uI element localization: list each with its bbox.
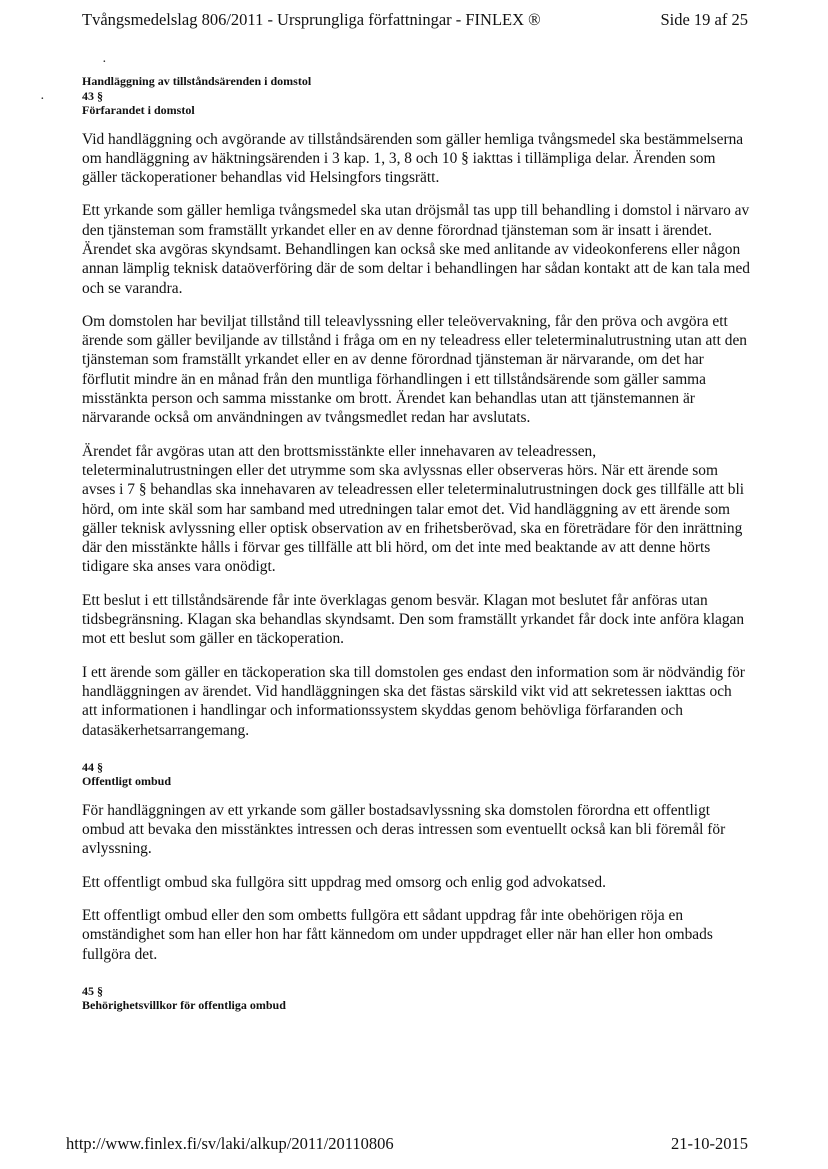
section-title: Offentligt ombud [82, 774, 172, 789]
paragraph: Om domstolen har beviljat tillstånd till teleavlyssning eller teleövervakning, får den pröva och avgöra ett ärende som gäller beviljande av tillstånd i fråga om en ny teleadress eller teleterminalutrustning utan att den tjänsteman som framställt yrkandet eller en av denne förordnad tjänsteman är närvarande, om det har förflutit mindre än en månad från den muntliga förhandlingen i ett tillståndsärende som gäller samma misstänkta person och samma misstanke om brott. Ärendet kan behandlas utan att tjänstemannen är närvarande också om användningen av tvångsmedlet redan har avslutats. [82, 312, 747, 427]
section-45 [82, 984, 750, 1013]
chapter-heading: Handläggning av tillståndsärenden i domstol [82, 74, 312, 88]
section-title: Behörighetsvillkor för offentliga ombud [82, 998, 286, 1013]
paragraph: Ett yrkande som gäller hemliga tvångsmedel ska utan dröjsmål tas upp till behandling i domstol i närvaro av den tjänsteman som framställt yrkandet eller en av denne förordnad tjänsteman som är insatt i ärendet. Ärendet ska avgöras skyndsamt. Behandlingen kan också ske med anlitande av videokonferens eller någon annan lämplig teknisk dataöverföring där de som deltar i behandlingen har sådan kontakt att de kan tala med och se varandra. [82, 202, 750, 297]
document-body [82, 74, 750, 1013]
section-43 [82, 74, 750, 740]
page-counter: Side 19 af 25 [660, 10, 748, 29]
paragraph: Ärendet får avgöras utan att den brottsmisstänkte eller innehavaren av teleadressen, teleterminalutrustningen eller det utrymme som ska avlyssnas eller observeras hörs. När ett ärende som avses i 7 § behandlas ska innehavaren av teleadressen eller teleterminalutrustningen dock ges tillfälle att bli hörd, om inte skäl som har samband med utredningen talar emot det. Vid handläggning av ett ärende som gäller teknisk avlyssning eller optisk observation av en frihetsberövad, ska en företrädare för den inrättning där den misstänkte hålls i förvar ges tillfälle att bli hörd, om det inte med beaktande av att denne hörts tidigare ska anses vara onödigt. [82, 442, 744, 576]
paragraph: Ett beslut i ett tillståndsärende får inte överklagas genom besvär. Klagan mot beslutet får anföras utan tidsbegränsning. Klagan ska behandlas skyndsamt. Den som framställt yrkandet får dock inte anföra klagan mot ett beslut som gäller en täckoperation. [82, 591, 745, 648]
paragraph: Ett offentligt ombud ska fullgöra sitt uppdrag med omsorg och enlig god advokatsed. [82, 873, 606, 891]
print-date: 21-10-2015 [671, 1134, 748, 1153]
section-number: 45 § [82, 983, 103, 998]
section-number: 44 § [82, 759, 103, 774]
source-url: http://www.finlex.fi/sv/laki/alkup/2011/20110806 [66, 1134, 394, 1153]
scan-mark: · [40, 92, 45, 107]
section-number: 43 § [82, 88, 103, 103]
section-title: Förfarandet i domstol [82, 103, 195, 117]
section-44 [82, 760, 750, 964]
page-footer [66, 1133, 748, 1155]
paragraph: Vid handläggning och avgörande av tillståndsärenden som gäller hemliga tvångsmedel ska bestämmelserna om handläggning av häktningsärenden i 3 kap. 1, 3, 8 och 10 § iakttas i tillämpliga delar. Ärenden som gäller täckoperationer behandlas vid Helsingfors tingsrätt. [82, 130, 744, 187]
paragraph: För handläggningen av ett yrkande som gäller bostadsavlyssning ska domstolen förordna ett offentligt ombud att bevaka den misstänktes intressen och deras intressen som eventuellt också kan bli föremål för avlyssning. [82, 801, 726, 858]
paragraph: Ett offentligt ombud eller den som ombetts fullgöra ett sådant uppdrag får inte obehörigen röja en omständighet som han eller hon har fått kännedom om under uppdraget eller när han eller hon ombads fullgöra det. [82, 907, 713, 963]
page-header [82, 8, 748, 32]
scan-mark: · [102, 55, 107, 70]
document-title: Tvångsmedelslag 806/2011 - Ursprungliga författningar - FINLEX ® [82, 10, 541, 29]
paragraph: I ett ärende som gäller en täckoperation ska till domstolen ges endast den information som är nödvändig för handläggningen av ärendet. Vid handläggningen ska det fästas särskild vikt vid att sekretessen iakttas och att informationen i handlingar och informationssystem skyddas genom behövliga förfaranden och datasäkerhetsarrangemang. [82, 663, 745, 739]
